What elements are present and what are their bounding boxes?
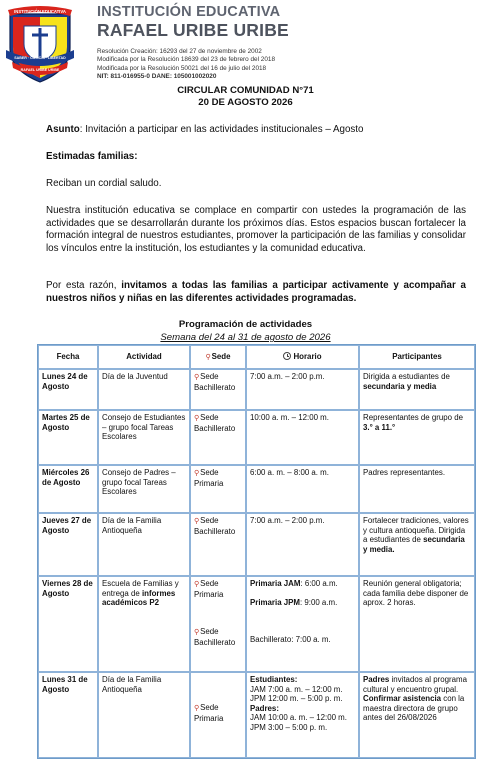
cell-fecha: Lunes 24 de Agosto — [38, 369, 98, 410]
cell-horario: Estudiantes: JAM 7:00 a. m. – 12:00 m. JPM 12:00 m. – 5:00 p. m. Padres: JAM 10:00 a. m. – 12:00 m. JPM 3:00 – 5:00 p. m. — [246, 672, 359, 758]
cell-fecha: Jueves 27 de Agosto — [38, 513, 98, 576]
clock-icon — [283, 352, 291, 360]
header-actividad: Actividad — [98, 345, 190, 369]
nit-dane-line: NIT: 811-016955-0 DANE: 105001002020 — [97, 73, 217, 81]
cell-actividad: Día de la Familia Antioqueña — [98, 513, 190, 576]
cell-fecha: Lunes 31 de Agosto — [38, 672, 98, 758]
table-row — [38, 465, 475, 513]
greeting: Reciban un cordial saludo. — [46, 178, 162, 189]
cell-actividad: Consejo de Padres – grupo focal Tareas Escolares — [98, 465, 190, 513]
table-row — [38, 576, 475, 672]
cell-horario: 7:00 a.m. – 2:00 p.m. — [246, 369, 359, 410]
location-pin-icon: ⚲ — [194, 374, 200, 381]
cell-actividad: Día de la Juventud — [98, 369, 190, 410]
header-sede: ⚲Sede — [190, 345, 246, 369]
subject-line — [46, 124, 466, 137]
resolution-line: Resolución Creación: 16293 del 27 de noviembre de 2002 — [97, 48, 262, 55]
cell-sede: ⚲Sede Bachillerato — [190, 369, 246, 410]
cell-fecha: Viernes 28 de Agosto — [38, 576, 98, 672]
cell-sede: ⚲Sede Primaria — [190, 465, 246, 513]
cell-sede: ⚲Sede Bachillerato — [190, 410, 246, 465]
svg-text:SABER · CIENCIA · LIBERTAD: SABER · CIENCIA · LIBERTAD — [14, 56, 66, 60]
schedule-table — [37, 344, 476, 759]
institution-title: INSTITUCIÓN EDUCATIVA — [97, 4, 281, 20]
cell-participantes: Padres invitados al programa cultural y encuentro grupal. Confirmar asistencia con la maestra directora de grupo antes del 26/08/2026 — [359, 672, 475, 758]
schedule-title: Programación de actividades — [178, 319, 313, 330]
svg-text:INSTITUCIÓN EDUCATIVA: INSTITUCIÓN EDUCATIVA — [14, 9, 66, 14]
location-pin-icon: ⚲ — [194, 518, 200, 525]
table-row — [38, 369, 475, 410]
location-pin-icon: ⚲ — [194, 470, 200, 477]
cell-sede: ⚲Sede Primaria — [190, 672, 246, 758]
subject-text: : Invitación a participar en las actividades institucionales – Agosto — [79, 124, 364, 135]
cell-participantes: Representantes de grupo de 3.° a 11.° — [359, 410, 475, 465]
header-fecha: Fecha — [38, 345, 98, 369]
invitation-paragraph — [46, 280, 466, 305]
cell-fecha: Martes 25 de Agosto — [38, 410, 98, 465]
schedule-subtitle: Semana del 24 al 31 de agosto de 2026 — [160, 332, 331, 343]
cell-actividad: Escuela de Familias y entrega de informes académicos P2 — [98, 576, 190, 672]
intro-paragraph: Nuestra institución educativa se complace en compartir con ustedes la programación de las actividades que se desarrollarán durante los próximos días. Estos espacios buscan fortalecer la formación integral de nuestros estudiantes, promover la participación de las familias y consolidar los vínculos entre la institución, los estudiantes y la comunidad educativa. — [46, 205, 466, 254]
resolution-info — [97, 48, 275, 82]
location-pin-icon: ⚲ — [194, 581, 200, 588]
cell-participantes: Dirigida a estudiantes de secundaria y media — [359, 369, 475, 410]
cell-horario: 7:00 a.m. – 2:00 p.m. — [246, 513, 359, 576]
svg-text:RAFAEL URIBE URIBE: RAFAEL URIBE URIBE — [20, 68, 60, 72]
cell-horario: 10:00 a. m. – 12:00 m. — [246, 410, 359, 465]
table-header-row — [38, 345, 475, 369]
invitation-text: Por esta razón, — [46, 280, 122, 291]
cell-horario: Primaria JAM: 6:00 a.m. Primaria JPM: 9:00 a.m. Bachillerato: 7:00 a. m. — [246, 576, 359, 672]
location-pin-icon: ⚲ — [205, 353, 211, 361]
table-row — [38, 410, 475, 465]
resolution-line: Modificada por la Resolución 50021 del 16 de julio del 2018 — [97, 64, 267, 72]
cell-horario: 6:00 a. m. – 8:00 a. m. — [246, 465, 359, 513]
circular-date: 20 DE AGOSTO 2026 — [198, 97, 293, 108]
cell-participantes: Reunión general obligatoria; cada familia debe disponer de aprox. 2 horas. — [359, 576, 475, 672]
circular-number: CIRCULAR COMUNIDAD N°71 — [177, 85, 314, 96]
header-horario: Horario — [246, 345, 359, 369]
table-row — [38, 672, 475, 758]
table-row — [38, 513, 475, 576]
invitation-emphasis: invitamos a todas las familias a participar activamente y acompañar a nuestros niños y niñas en las diferentes actividades programadas. — [46, 280, 466, 304]
school-logo — [4, 4, 76, 84]
cell-actividad: Consejo de Estudiantes – grupo focal Tareas Escolares — [98, 410, 190, 465]
cell-sede: ⚲Sede Primaria ⚲Sede Bachillerato — [190, 576, 246, 672]
cell-sede: ⚲Sede Bachillerato — [190, 513, 246, 576]
cell-participantes: Padres representantes. — [359, 465, 475, 513]
subject-label: Asunto — [46, 124, 80, 135]
resolution-line: Modificada por la Resolución 18639 del 23 de febrero del 2018 — [97, 56, 275, 64]
cell-fecha: Miércoles 26 de Agosto — [38, 465, 98, 513]
salutation: Estimadas familias: — [46, 151, 138, 162]
school-name: RAFAEL URIBE URIBE — [97, 20, 289, 40]
header-participantes: Participantes — [359, 345, 475, 369]
cell-participantes: Fortalecer tradiciones, valores y cultura antioqueña. Dirigida a estudiantes de secundaria y media. — [359, 513, 475, 576]
location-pin-icon: ⚲ — [194, 415, 200, 422]
cell-actividad: Día de la Familia Antioqueña — [98, 672, 190, 758]
location-pin-icon: ⚲ — [194, 629, 200, 637]
location-pin-icon: ⚲ — [194, 705, 200, 712]
